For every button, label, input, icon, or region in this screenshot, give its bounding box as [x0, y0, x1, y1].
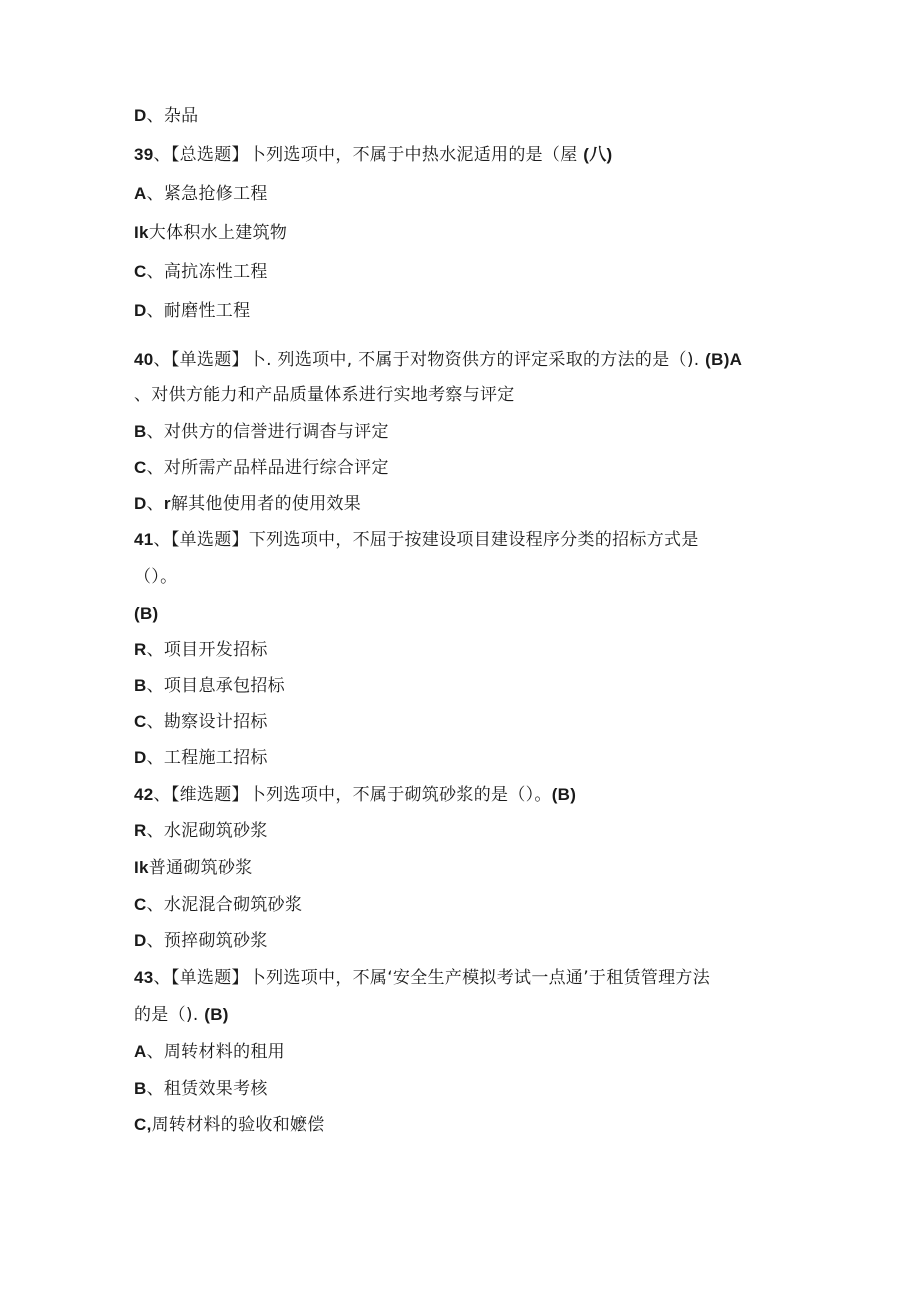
option-d-q40: D、r解其他使用者的使用效果: [134, 494, 362, 514]
option-d-q38: D、杂品: [134, 106, 199, 126]
option-c-q42: C、水泥混合砌筑砂浆: [134, 895, 303, 915]
question-43-cont: 的是（). (B): [134, 1005, 229, 1025]
option-a-q39: A、紧急抢修工程: [134, 184, 268, 204]
option-a-q42: R、水泥砌筑砂浆: [134, 821, 268, 841]
option-c-q43: C,周转材料的验收和嬷偿: [134, 1115, 325, 1135]
question-39: 39、【总选题】卜列选项中，不属于中热水泥适用的是（屋 (八): [134, 145, 613, 165]
question-41-cont: （）。: [134, 567, 178, 587]
option-b-q41: B、项目息承包招标: [134, 676, 285, 696]
option-c-q41: C、勘察设计招标: [134, 712, 268, 732]
option-b-q42: Ik普通砌筑砂浆: [134, 858, 253, 878]
option-a-q40: 、对供方能力和产品质量体系进行实地考察与评定: [134, 385, 515, 405]
option-b-q40: B、对供方的信誉进行调杳与评定: [134, 422, 389, 442]
option-c-q39: C、高抗冻性工程: [134, 262, 268, 282]
option-c-q40: C、对所需产品样品进行综合评定: [134, 458, 389, 478]
option-d-q42: D、预捽砌筑砂浆: [134, 931, 268, 951]
option-b-q39: Ik大体积水上建筑物: [134, 223, 288, 243]
question-42: 42、【维选题】卜列选项中，不属于砌筑砂浆的是（）。(B): [134, 785, 577, 805]
option-d-q41: D、工程施工招标: [134, 748, 268, 768]
option-a-q43: A、周转材料的租用: [134, 1042, 285, 1062]
question-40: 40、【单选题】卜. 列选项中, 不属于对物资供方的评定采取的方法的是（). (B)A: [134, 350, 743, 370]
answer-q41: (B): [134, 604, 159, 623]
question-41: 41、【单选题】下列选项中，不屈于按建设项目建设程序分类的招标方式是: [134, 530, 699, 550]
option-d-q39: D、耐磨性工程: [134, 301, 251, 321]
option-a-q41: R、项目开发招标: [134, 640, 268, 660]
option-b-q43: B、租赁效果考核: [134, 1079, 268, 1099]
question-43: 43、【单选题】卜列选项中，不属‘安全生产模拟考试一点通’于租赁管理方法: [134, 968, 711, 988]
